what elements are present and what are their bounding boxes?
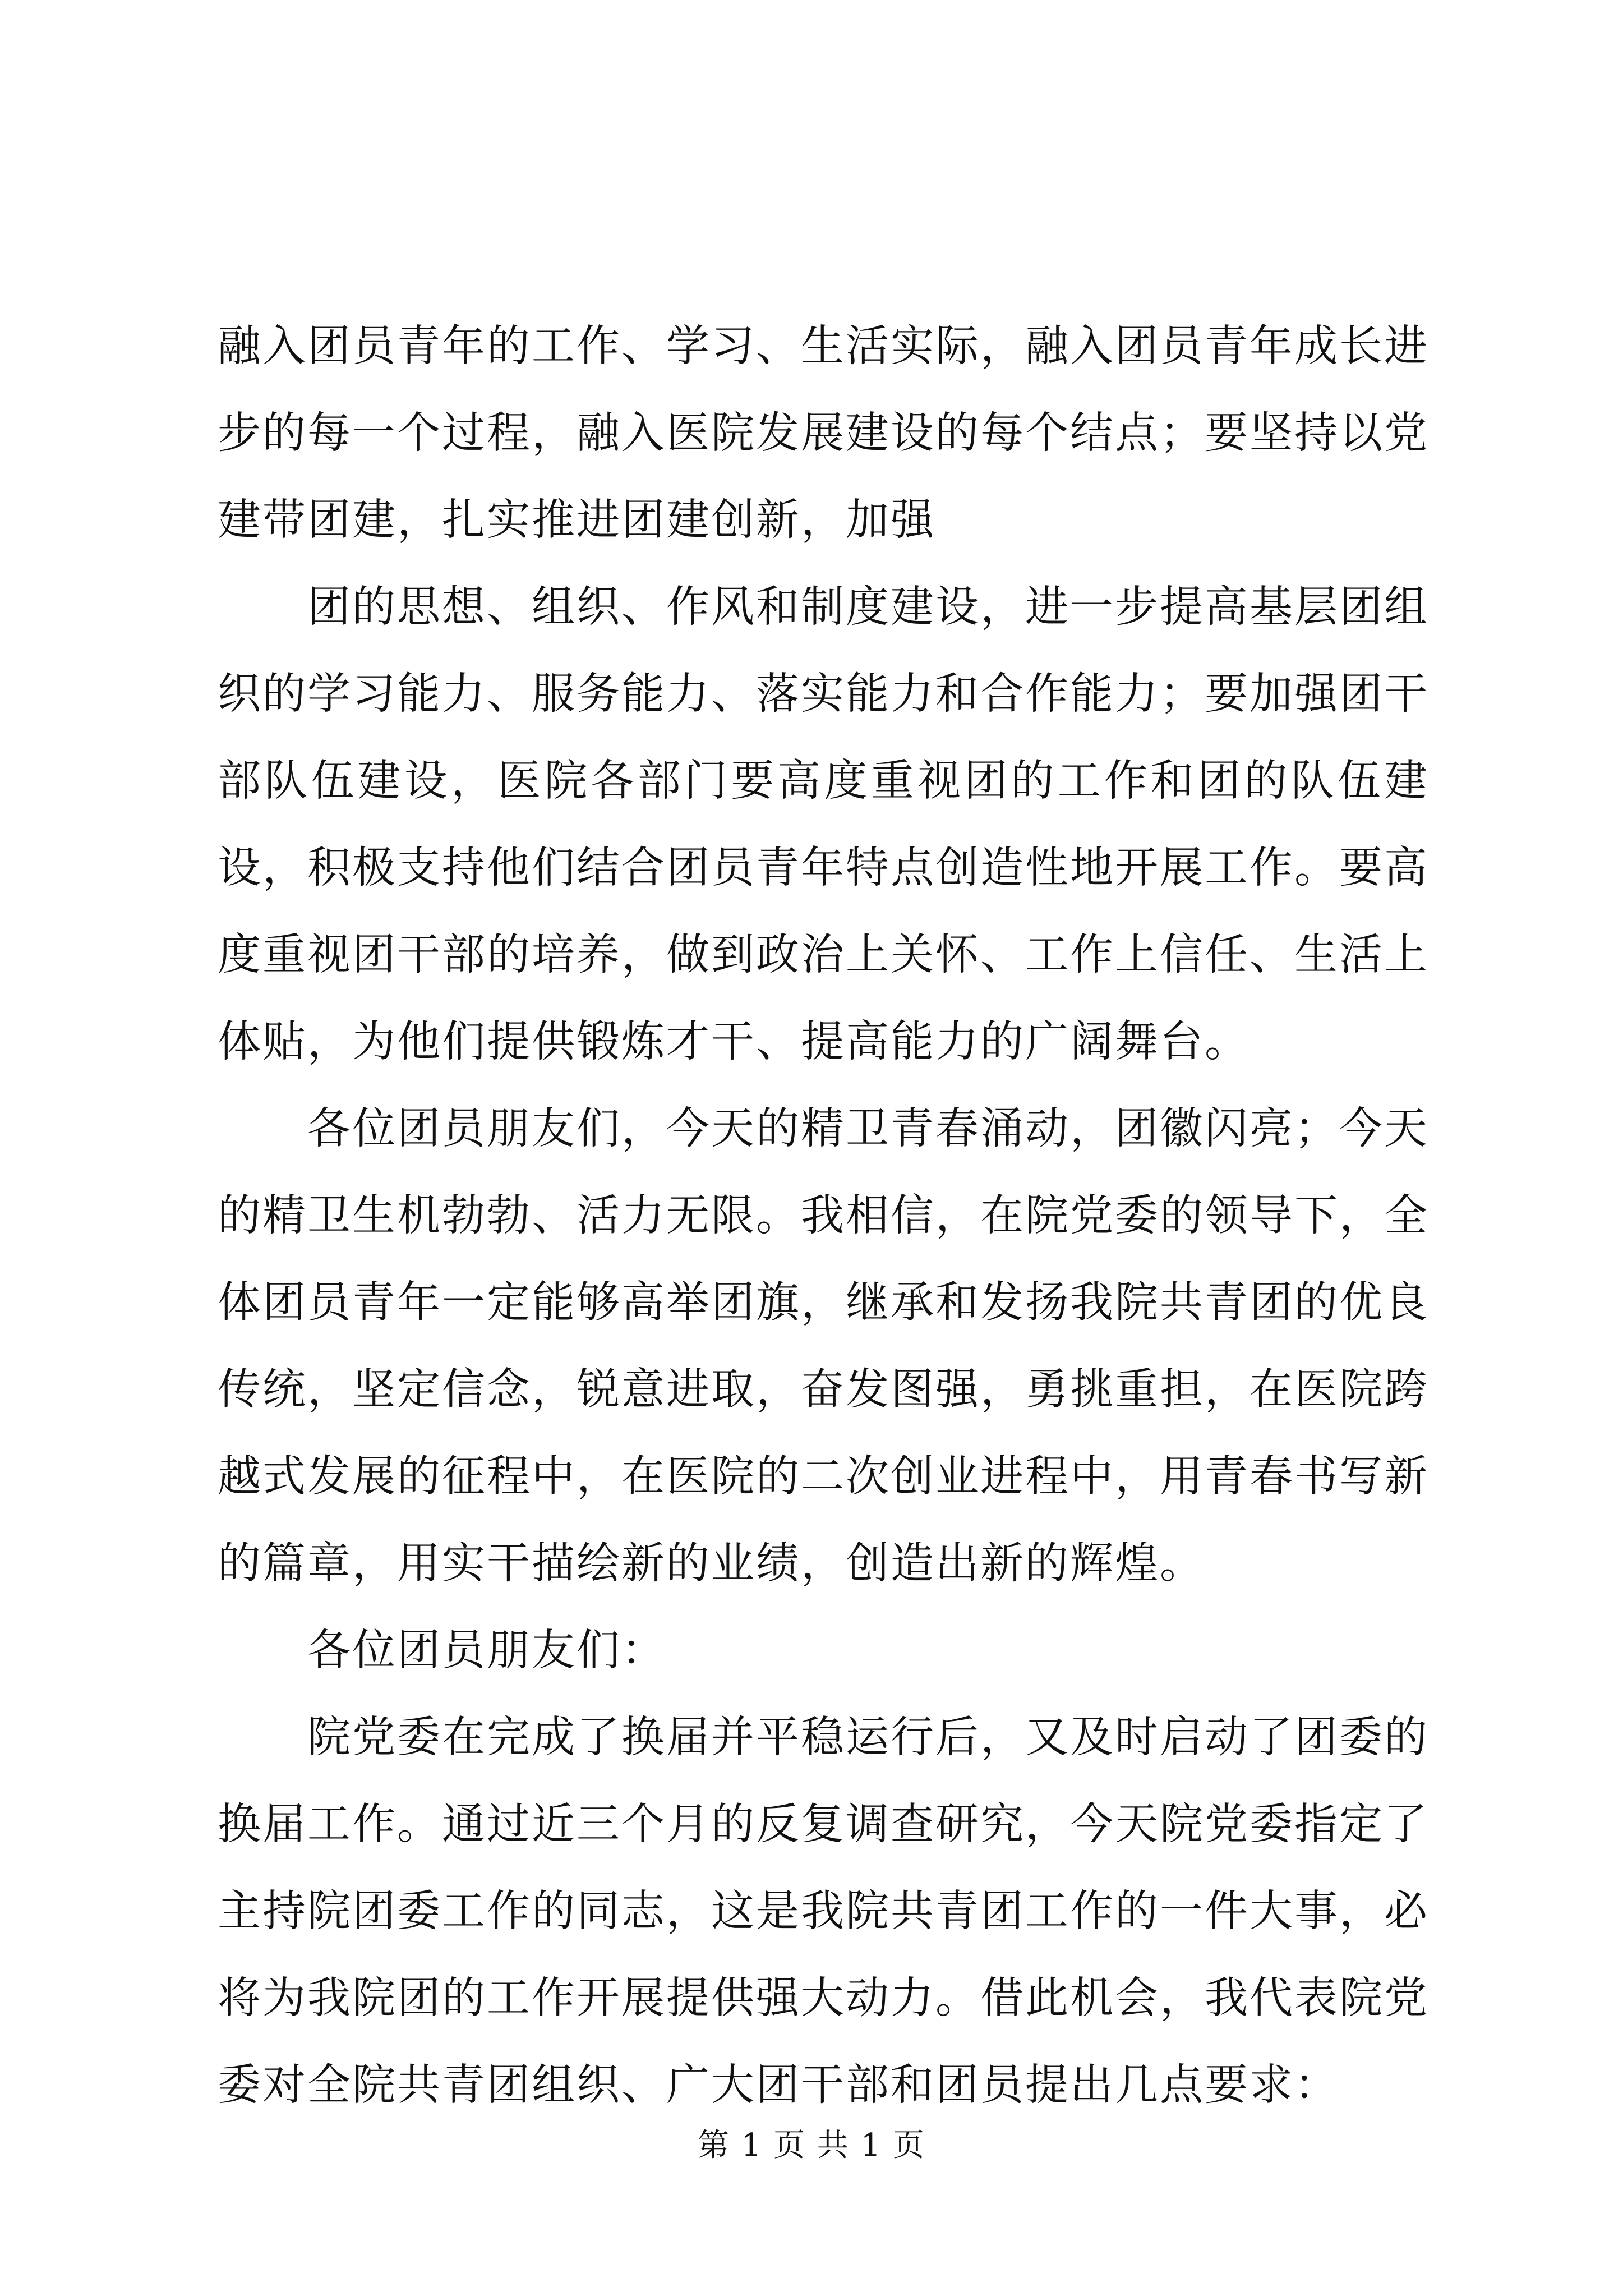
document-body: [218, 303, 1429, 2129]
paragraph-2: 团的思想、组织、作风和制度建设，进一步提高基层团组织的学习能力、服务能力、落实能力和合作能力；要加强团干部队伍建设，医院各部门要高度重视团的工作和团的队伍建设，积极支持他们结合团员青年特点创造性地开展工作。要高度重视团干部的培养，做到政治上关怀、工作上信任、生活上体贴，为他们提供锻炼才干、提高能力的广阔舞台。: [218, 582, 1429, 1067]
page-footer: 第 1 页 共 1 页: [697, 2127, 926, 2164]
paragraph-4: 各位团员朋友们：: [307, 1626, 666, 1676]
paragraph-3: 各位团员朋友们，今天的精卫青春涌动，团徽闪亮；今天的精卫生机勃勃、活力无限。我相信，在院党委的领导下，全体团员青年一定能够高举团旗，继承和发扬我院共青团的优良传统，坚定信念，锐意进取，奋发图强，勇挑重担，在医院跨越式发展的征程中，在医院的二次创业进程中，用青春书写新的篇章，用实干描绘新的业绩，创造出新的辉煌。: [218, 1104, 1429, 1589]
paragraph-5: 院党委在完成了换届并平稳运行后，又及时启动了团委的换届工作。通过近三个月的反复调查研究，今天院党委指定了主持院团委工作的同志，这是我院共青团工作的一件大事，必将为我院团的工作开展提供强大动力。借此机会，我代表院党委对全院共青团组织、广大团干部和团员提出几点要求：: [218, 1713, 1429, 2110]
paragraph-1: 融入团员青年的工作、学习、生活实际，融入团员青年成长进步的每一个过程，融入医院发展建设的每个结点；要坚持以党建带团建，扎实推进团建创新，加强: [218, 321, 1429, 545]
